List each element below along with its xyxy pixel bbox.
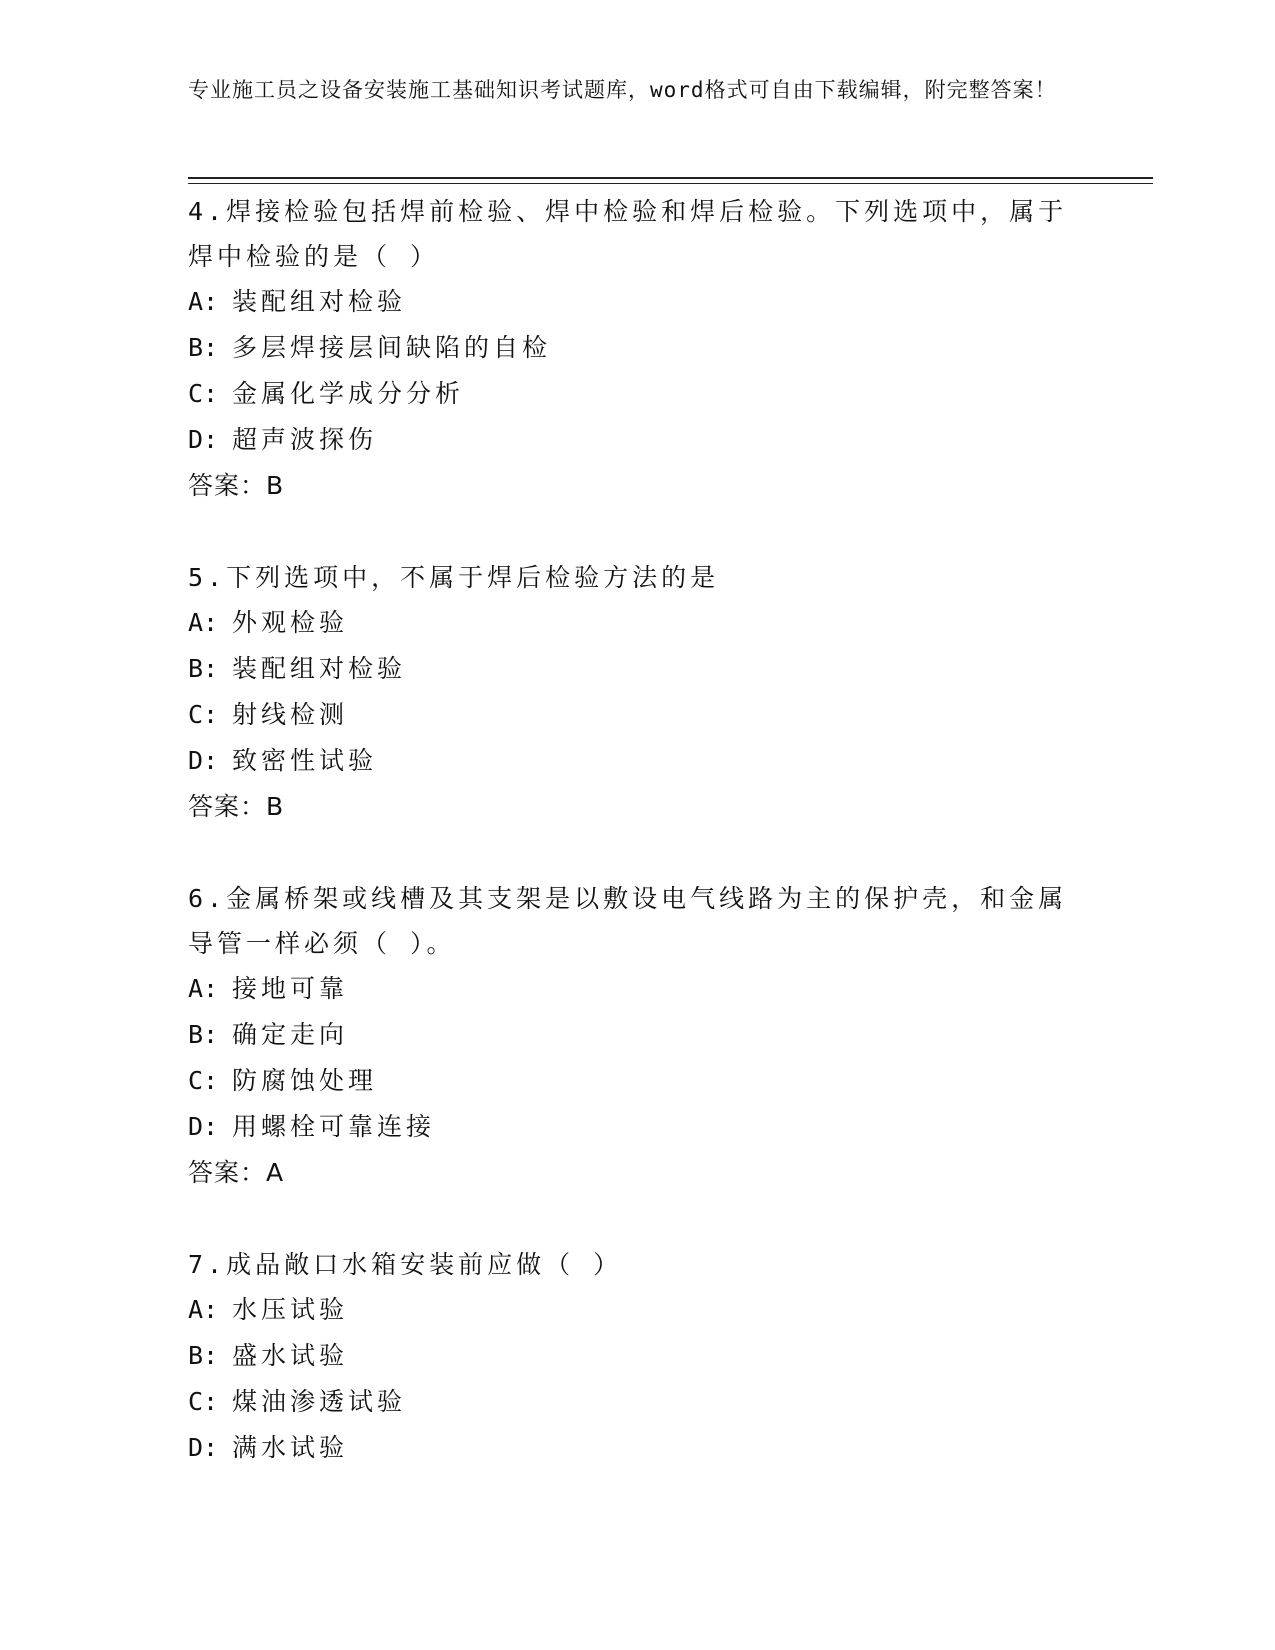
option-text: 外观检验 [232,608,349,637]
option-c [188,371,1088,417]
option-key: C: [188,379,219,408]
option-b [188,325,1088,371]
question-6 [188,876,1088,1195]
option-a [188,966,1088,1012]
option-d [188,417,1088,463]
option-key: B: [188,333,219,362]
option-text: 射线检测 [232,700,349,729]
option-b [188,1012,1088,1058]
option-text: 确定走向 [232,1020,349,1049]
question-7 [188,1242,1088,1471]
option-key: B: [188,654,219,683]
option-b [188,646,1088,692]
document-intro: 专业施工员之设备安装施工基础知识考试题库，word格式可自由下载编辑，附完整答案！ [188,78,1057,102]
option-d [188,1104,1088,1150]
question-5 [188,555,1088,829]
answer-line: 答案：A [188,1158,285,1187]
option-a [188,1287,1088,1333]
option-key: D: [188,1433,219,1462]
option-text: 超声波探伤 [232,425,378,454]
question-text: 5.下列选项中，不属于焊后检验方法的是 [188,563,720,592]
option-key: A: [188,608,219,637]
option-key: D: [188,746,219,775]
option-text: 盛水试验 [232,1341,349,1370]
answer-line: 答案：B [188,792,285,821]
option-b [188,1333,1088,1379]
option-c [188,1058,1088,1104]
option-a [188,279,1088,325]
option-c [188,1379,1088,1425]
option-a [188,600,1088,646]
question-4 [188,189,1088,508]
option-key: B: [188,1020,219,1049]
header-divider-thick [188,177,1153,179]
option-d [188,1425,1088,1471]
option-text: 接地可靠 [232,974,349,1003]
option-text: 致密性试验 [232,746,378,775]
option-key: D: [188,425,219,454]
question-list [188,189,1088,1518]
option-text: 金属化学成分分析 [232,379,465,408]
option-c [188,692,1088,738]
question-text: 6.金属桥架或线槽及其支架是以敷设电气线路为主的保护壳，和金属导管一样必须（ ）。 [188,884,1068,958]
question-text: 7.成品敞口水箱安装前应做（ ） [188,1250,623,1279]
option-key: C: [188,1387,219,1416]
option-text: 用螺栓可靠连接 [232,1112,436,1141]
option-key: D: [188,1112,219,1141]
option-text: 多层焊接层间缺陷的自检 [232,333,552,362]
option-text: 满水试验 [232,1433,349,1462]
option-key: B: [188,1341,219,1370]
option-text: 装配组对检验 [232,654,407,683]
option-text: 装配组对检验 [232,287,407,316]
header-divider-thin [188,183,1153,184]
option-d [188,738,1088,784]
option-key: A: [188,1295,219,1324]
answer-line: 答案：B [188,471,285,500]
question-text: 4.焊接检验包括焊前检验、焊中检验和焊后检验。下列选项中，属于焊中检验的是（ ） [188,197,1068,271]
option-key: A: [188,287,219,316]
option-key: C: [188,700,219,729]
option-text: 防腐蚀处理 [232,1066,378,1095]
option-text: 煤油渗透试验 [232,1387,407,1416]
option-text: 水压试验 [232,1295,349,1324]
option-key: A: [188,974,219,1003]
option-key: C: [188,1066,219,1095]
